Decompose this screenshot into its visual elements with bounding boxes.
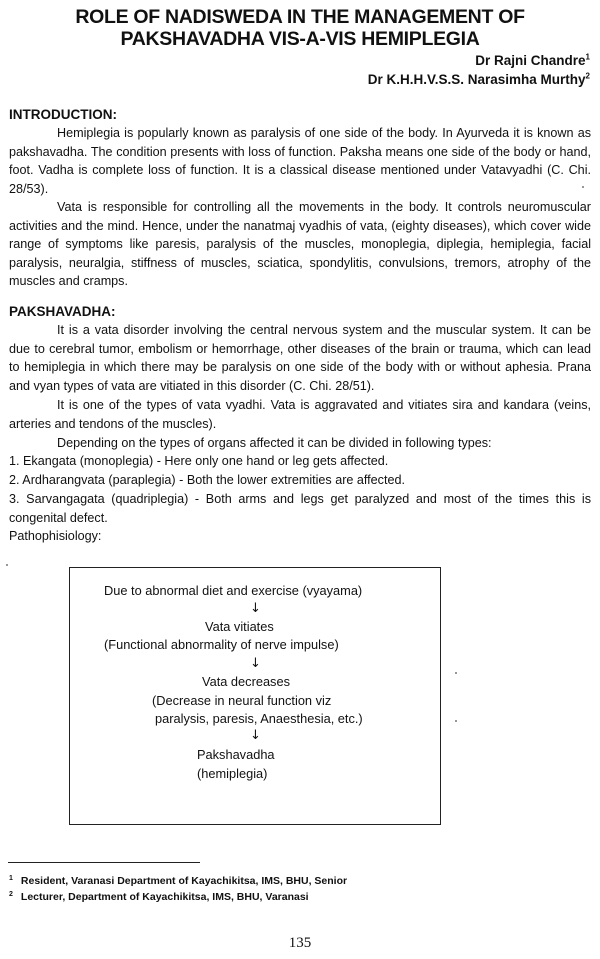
flow-arrow-1: ↓ (250, 601, 261, 616)
flow-step-vata-decreases: Vata decreases (202, 674, 290, 689)
author-1 (475, 52, 590, 70)
pakshavadha-paragraph-3: Depending on the types of organs affected it can be divided in following types: (57, 436, 492, 450)
flow-step-vata-decreases-note-2: paralysis, paresis, Anaesthesia, etc.) (155, 711, 363, 726)
author-1-mark: 1 (585, 52, 590, 62)
introduction-paragraph-2: Vata is responsible for controlling all the movements in the body. It controls neuromuscular activities and the mind. Hence, under the nanatmaj vyadhis of vata, (eighty diseases), which cover wide range of symptoms like paresis, paralysis of the muscles, monoplegia, diplegia, hemiplegia, facial paralysis, neuralgia, stiffness of muscles, sciatica, spondylitis, convulsions, tremors, atrophy of the muscles and cramps. (9, 200, 591, 289)
flow-step-vata-vitiates-note: (Functional abnormality of nerve impulse) (104, 637, 339, 652)
type-list-item-2: 2. Ardharangvata (paraplegia) - Both the lower extremities are affected. (9, 473, 405, 487)
introduction-heading: INTRODUCTION: (9, 107, 117, 122)
footnote-2-mark: 2 (9, 890, 13, 898)
footnote-2-text: Lecturer, Department of Kayachikitsa, IMS, BHU, Varanasi (20, 891, 309, 903)
flow-step-pakshavadha-note: (hemiplegia) (197, 766, 268, 781)
footnote-1 (9, 875, 347, 888)
flow-arrow-3: ↓ (250, 728, 261, 743)
type-list-item-1: 1. Ekangata (monoplegia) - Here only one hand or leg gets affected. (9, 454, 389, 468)
footnote-rule (8, 862, 200, 863)
flow-step-vata-vitiates: Vata vitiates (205, 619, 274, 634)
footnote-1-mark: 1 (9, 874, 13, 882)
pathophysiology-label: Pathophisiology: (9, 529, 102, 543)
author-2-name: Dr K.H.H.V.S.S. Narasimha Murthy (367, 72, 586, 87)
footnote-1-text: Resident, Varanasi Department of Kayachikitsa, IMS, BHU, Senior (20, 875, 348, 887)
footnote-2 (9, 891, 309, 904)
flow-step-cause: Due to abnormal diet and exercise (vyayama) (104, 583, 363, 598)
type-list-item-3: 3. Sarvangagata (quadriplegia) - Both arms and legs get paralyzed and most of the times this is congenital defect. (9, 492, 591, 525)
scan-speck (582, 186, 584, 188)
author-2-mark: 2 (585, 71, 590, 81)
scan-speck (6, 564, 8, 566)
article-title-line-1: ROLE OF NADISWEDA IN THE MANAGEMENT OF (75, 6, 525, 28)
pakshavadha-paragraph-2: It is one of the types of vata vyadhi. Vata is aggravated and vitiates sira and kandara (veins, arteries and tendons of the muscles). (9, 398, 591, 431)
pakshavadha-paragraph-1: It is a vata disorder involving the central nervous system and the muscular system. It can be due to cerebral tumor, embolism or hemorrhage, other diseases of the brain or trauma, which can lead to hemiplegia in which there may be paralysis on one side of the body with or without aphesia. Prana and vyan types of vata are vitiated in this disorder (C. Chi. 28/51). (9, 323, 591, 393)
author-2 (368, 71, 590, 89)
pathophysiology-flowchart (69, 567, 441, 825)
flow-step-vata-decreases-note-1: (Decrease in neural function viz (152, 693, 332, 708)
flow-step-pakshavadha: Pakshavadha (197, 747, 275, 762)
page-number: 135 (288, 935, 312, 951)
pakshavadha-heading: PAKSHAVADHA: (9, 304, 116, 319)
scan-speck (455, 720, 457, 722)
author-1-name: Dr Rajni Chandre (475, 53, 586, 68)
flow-arrow-2: ↓ (250, 656, 261, 671)
introduction-paragraph-1: Hemiplegia is popularly known as paralysis of one side of the body. In Ayurveda it is known as pakshavadha. The condition presents with loss of function. Paksha means one side of the body or hand, foot. Vadha is complete loss of function. It is a classical disease mentioned under Vatavyadhi (C. Chi. 28/53). (9, 126, 591, 196)
scan-speck (455, 672, 457, 674)
article-title-line-2: PAKSHAVADHA VIS-A-VIS HEMIPLEGIA (120, 28, 480, 50)
